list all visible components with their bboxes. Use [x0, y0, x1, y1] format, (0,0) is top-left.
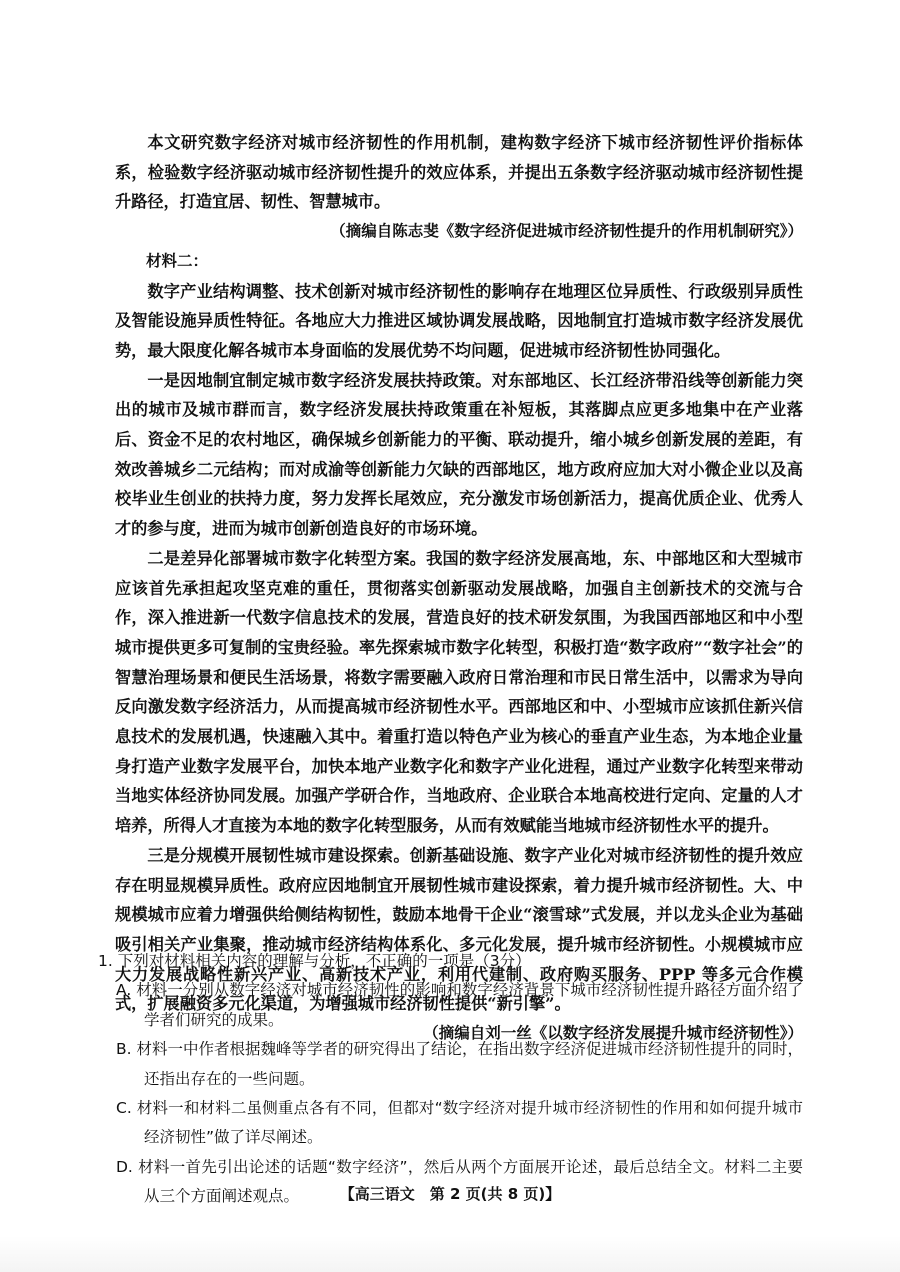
material-two-paragraph-policy: 一是因地制宜制定城市数字经济发展扶持政策。对东部地区、长江经济带沿线等创新能力突出的城市及城市群而言，数字经济发展扶持政策重在补短板，其落脚点应更多地集中在产业落后、资金不足的农村地区，确保城乡创新能力的平衡、联动提升，缩小城乡创新发展的差距，有效改善城乡二元结构；而对成渝等创新能力欠缺的西部地区，地方政府应加大对小微企业以及高校毕业生创业的扶持力度，努力发挥长尾效应，充分激发市场创新活力，提高优质企业、优秀人才的参与度，进而为城市创新创造良好的市场环境。: [115, 370, 803, 539]
material-two-heading: 材料二：: [146, 251, 209, 270]
material-one-citation: （摘编自陈志斐《数字经济促进城市经济韧性提升的作用机制研究》）: [330, 222, 803, 241]
question-1-option-b: B. 材料一中作者根据魏峰等学者的研究得出了结论，在指出数字经济促进城市经济韧性提升的同时，还指出存在的一些问题。: [116, 1040, 803, 1088]
material-two-paragraph-transformation: 二是差异化部署城市数字化转型方案。我国的数字经济发展高地，东、中部地区和大型城市应该首先承担起攻坚克难的重任，贯彻落实创新驱动发展战略，加强自主创新技术的交流与合作，深入推进新一代数字信息技术的发展，营造良好的技术研发氛围，为我国西部地区和中小型城市提供更多可复制的宝贵经验。率先探索城市数字化转型，积极打造“数字政府”“数字社会”的智慧治理场景和便民生活场景，将数字需要融入政府日常治理和市民日常生活中，以需求为导向反向激发数字经济活力，从而提高城市经济韧性水平。西部地区和中、小型城市应该抓住新兴信息技术的发展机遇，快速融入其中。着重打造以特色产业为核心的垂直产业生态，为本地企业量身打造产业数字发展平台，加快本地产业数字化和数字产业化进程，通过产业数字化转型来带动当地实体经济协同发展。加强产学研合作，当地政府、企业联合本地高校进行定向、定量的人才培养，所得人才直接为本地的数字化转型服务，从而有效赋能当地城市经济韧性水平的提升。: [115, 548, 803, 836]
material-one-closing-paragraph: 本文研究数字经济对城市经济韧性的作用机制，建构数字经济下城市经济韧性评价指标体系，检验数字经济驱动城市经济韧性提升的效应体系，并提出五条数字经济驱动城市经济韧性提升路径，打造宜居、韧性、智慧城市。: [115, 133, 803, 212]
material-two-citation: （摘编自刘一丝《以数字经济发展提升城市经济韧性》）: [423, 1024, 803, 1043]
material-two-paragraph-scale: 三是分规模开展韧性城市建设探索。创新基础设施、数字产业化对城市经济韧性的提升效应存在明显规模异质性。政府应因地制宜开展韧性城市建设探索，着力提升城市经济韧性。大、中规模城市应着力增强供给侧结构韧性，鼓励本地骨干企业“滚雪球”式发展，并以龙头企业为基础吸引相关产业集聚，推动城市经济结构体系化、多元化发展，提升城市经济韧性。小规模城市应大力发展战略性新兴产业、高新技术产业，利用代建制、政府购买服务、PPP 等多元合作模式，扩展融资多元化渠道，为增强城市经济韧性提供“新引擎”。: [115, 845, 803, 1014]
question-1-stem: 1. 下列对材料相关内容的理解与分析，不正确的一项是（3分）: [98, 952, 531, 970]
question-1-option-c: C. 材料一和材料二虽侧重点各有不同，但都对“数字经济对提升城市经济韧性的作用和如何提升城市经济韧性”做了详尽阐述。: [116, 1099, 803, 1147]
material-two-paragraph-intro: 数字产业结构调整、技术创新对城市经济韧性的影响存在地理区位异质性、行政级别异质性及智能设施异质性特征。各地应大力推进区域协调发展战略，因地制宜打造城市数字经济发展优势，最大限度化解各城市本身面临的发展优势不均问题，促进城市经济韧性协同强化。: [115, 281, 803, 360]
question-1-option-d: D. 材料一首先引出论述的话题“数字经济”，然后从两个方面展开论述，最后总结全文。材料二主要从三个方面阐述观点。: [116, 1157, 803, 1206]
reading-passage: [115, 128, 803, 1049]
page-footer: 【高三语文 第 2 页(共 8 页)】: [339, 1185, 561, 1203]
question-1-option-a: A. 材料一分别从数字经济对城市经济韧性的影响和数字经济背景下城市经济韧性提升路径方面介绍了学者们研究的成果。: [116, 981, 803, 1029]
question-1: [98, 947, 803, 1212]
scan-bottom-edge: [0, 1236, 900, 1272]
